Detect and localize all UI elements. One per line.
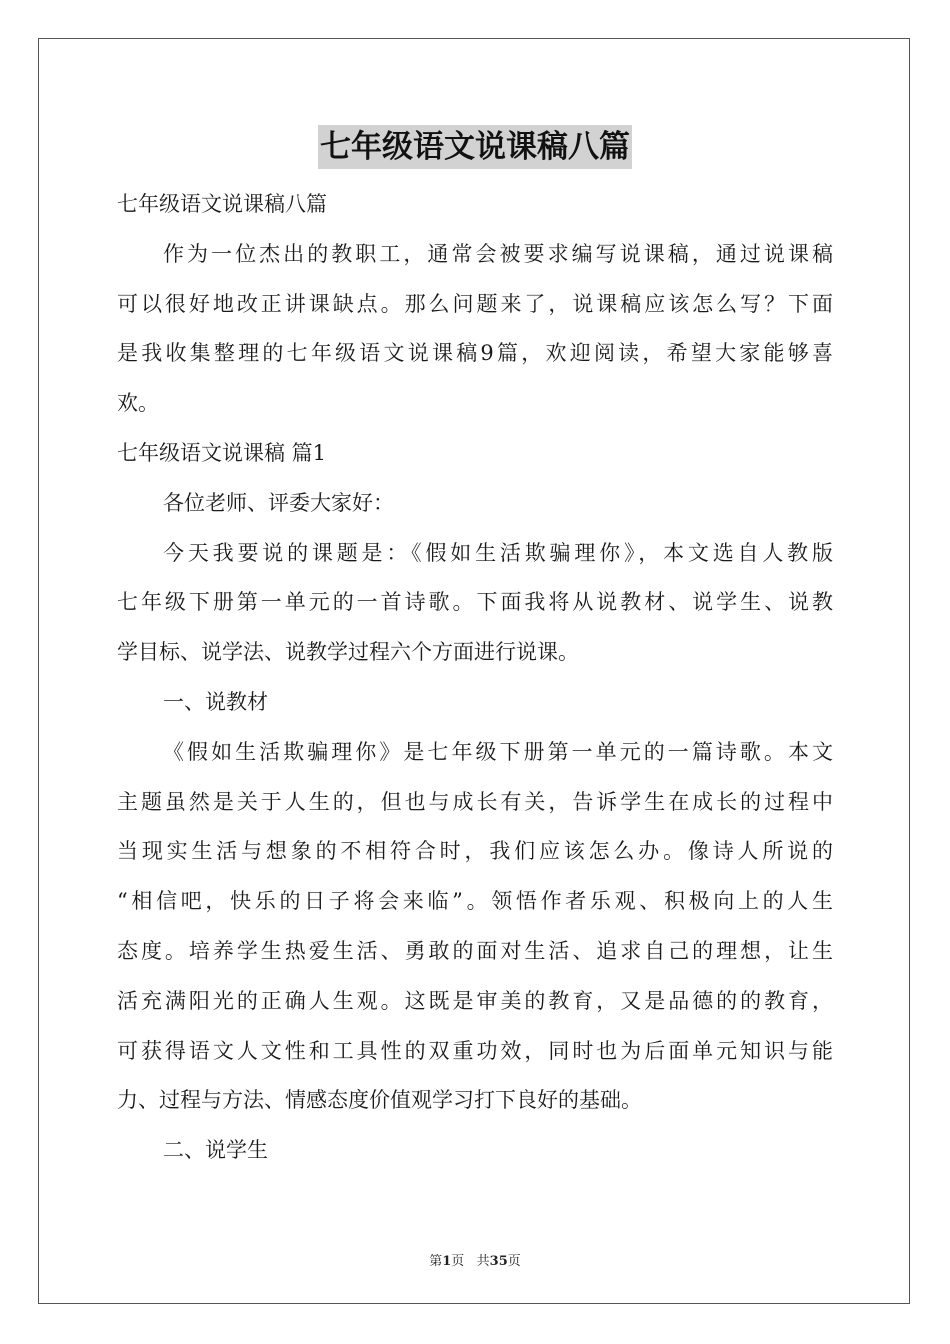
text-line: 活充满阳光的正确人生观。这既是审美的教育，又是品德的的教育，: [117, 988, 833, 1013]
text-line: 七年级语文说课稿八篇: [117, 192, 327, 216]
text-line: 当现实生活与想象的不相符合时，我们应该怎么办。像诗人所说的: [117, 839, 833, 864]
text-line: “相信吧，快乐的日子将会来临”。领悟作者乐观、积极向上的人生: [117, 889, 833, 914]
text-line: 主题虽然是关于人生的，但也与成长有关，告诉学生在成长的过程中: [117, 789, 833, 814]
text-line: 欢。: [117, 391, 159, 416]
page-footer: [0, 1250, 950, 1269]
footer-page-current: 1: [442, 1254, 452, 1269]
footer-page-suffix: 页: [507, 1254, 521, 1269]
text-line: 七年级语文说课稿 篇1: [117, 440, 327, 465]
text-line: 可获得语文人文性和工具性的双重功效，同时也为后面单元知识与能: [117, 1038, 833, 1063]
text-line: 各位老师、评委大家好：: [163, 490, 394, 515]
text-line: 可以很好地改正讲课缺点。那么问题来了，说课稿应该怎么写？下面: [117, 291, 833, 316]
footer-page-total: 35: [489, 1254, 508, 1269]
text-line: 作为一位杰出的教职工，通常会被要求编写说课稿，通过说课稿: [163, 241, 833, 266]
text-line: 七年级下册第一单元的一首诗歌。下面我将从说教材、说学生、说教: [117, 590, 833, 615]
text-line: 力、过程与方法、情感态度价值观学习打下良好的基础。: [117, 1088, 642, 1113]
document-body: [117, 180, 833, 1176]
footer-page-mid: 页 共: [451, 1254, 490, 1269]
text-line: 学目标、说学法、说教学过程六个方面进行说课。: [117, 640, 579, 665]
document-title: 七年级语文说课稿八篇: [318, 125, 632, 169]
text-line: 《假如生活欺骗理你》是七年级下册第一单元的一篇诗歌。本文: [163, 739, 833, 764]
text-line: 态度。培养学生热爱生活、勇敢的面对生活、追求自己的理想，让生: [117, 938, 833, 963]
text-line: 一、说教材: [163, 689, 268, 714]
text-line: 今天我要说的课题是：《假如生活欺骗理你》，本文选自人教版: [163, 540, 833, 565]
text-line: 二、说学生: [163, 1138, 268, 1163]
title-container: [0, 125, 950, 169]
text-line: 是我收集整理的七年级语文说课稿9篇，欢迎阅读，希望大家能够喜: [117, 341, 833, 366]
footer-page-prefix: 第: [429, 1254, 443, 1269]
